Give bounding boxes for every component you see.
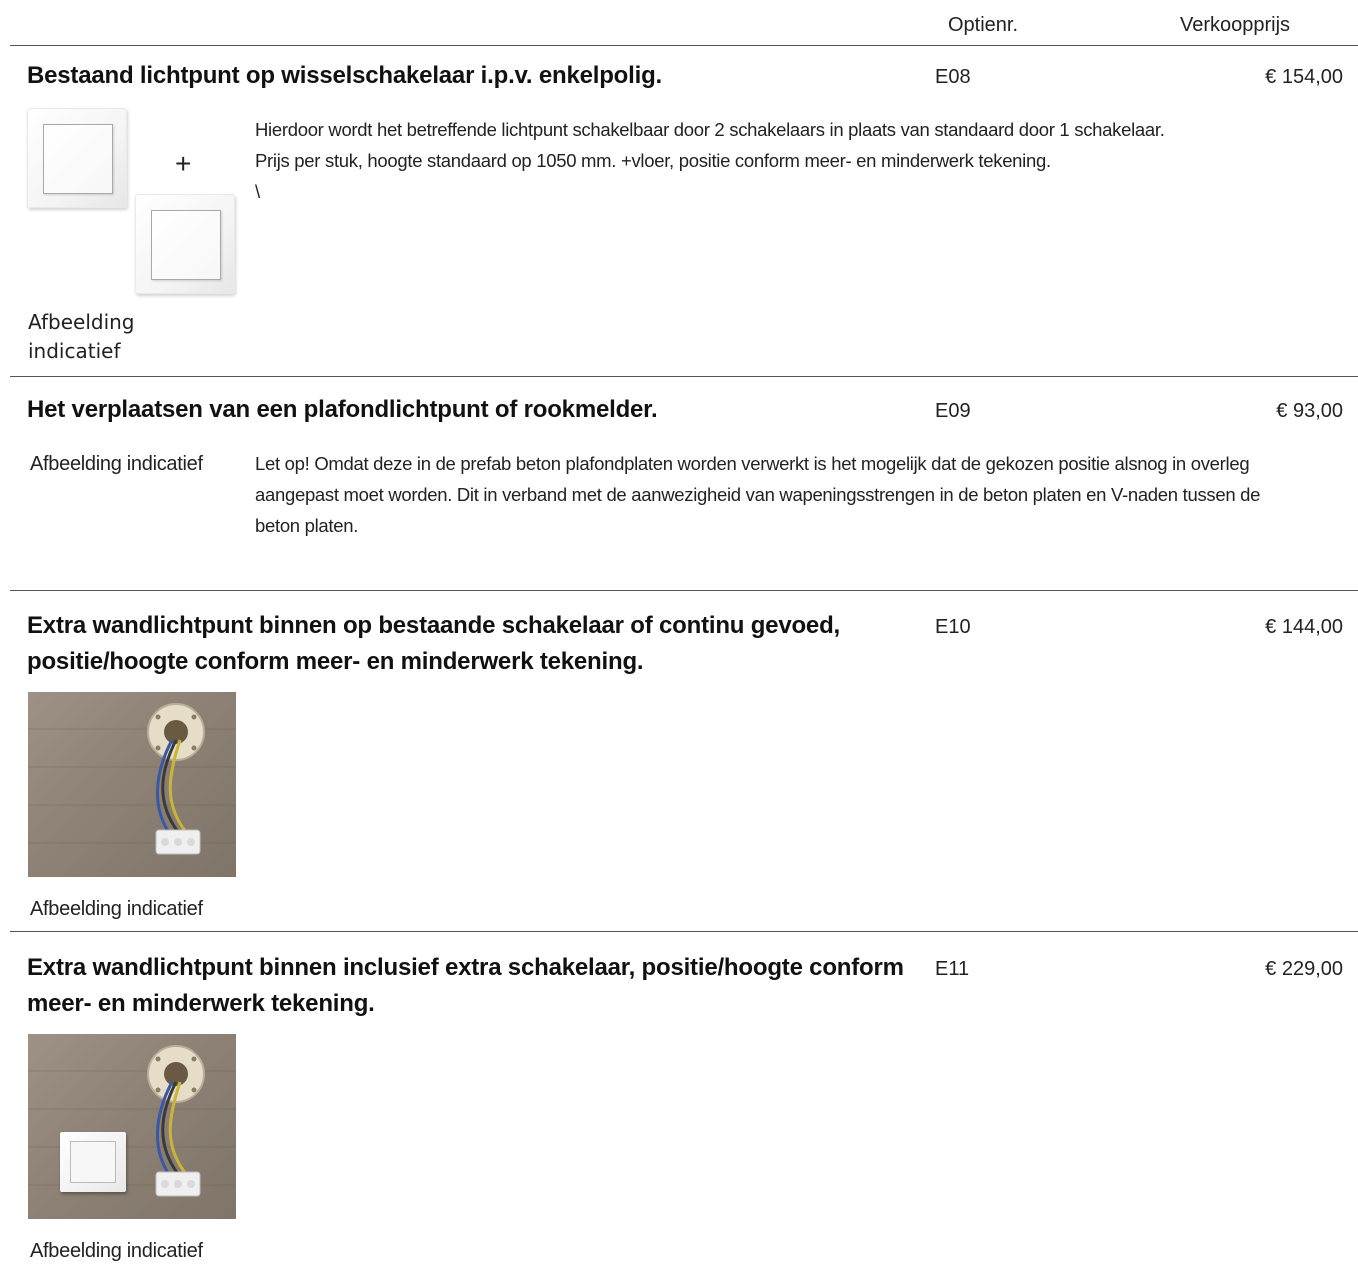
image-caption: Afbeelding indicatief [28, 310, 135, 363]
option-code: E09 [935, 400, 971, 422]
option-price: € 154,00 [1265, 66, 1343, 88]
column-header-option-number: Optienr. [948, 14, 1019, 36]
option-title: Bestaand lichtpunt op wisselschakelaar i.p.v. enkelpolig. [27, 62, 663, 89]
option-description [255, 448, 1355, 541]
description-line: Let op! Omdat deze in de prefab beton plafondplaten worden verwerkt is het mogelijk dat de gekozen positie alsnog in overleg [255, 453, 1250, 474]
description-line: \ [255, 181, 260, 202]
divider [10, 376, 1358, 377]
image-caption: Afbeelding indicatief [30, 453, 203, 475]
divider [10, 45, 1358, 46]
option-title: Extra wandlichtpunt binnen inclusief extra schakelaar, positie/hoogte conform meer- en minderwerk tekening. [27, 954, 904, 1017]
option-description [255, 114, 1345, 207]
wall-lightpoint-photo [28, 692, 236, 877]
switch-plate [135, 194, 235, 294]
column-header-sales-price: Verkoopprijs [1180, 14, 1291, 36]
description-line: aangepast moet worden. Dit in verband met de aanwezigheid van wapeningsstrengen in de beton platen en V-naden tussen de [255, 484, 1261, 505]
option-code: E08 [935, 66, 971, 88]
plus-sign: + [175, 148, 192, 179]
description-line: Hierdoor wordt het betreffende lichtpunt schakelbaar door 2 schakelaars in plaats van standaard door 1 schakelaar. [255, 119, 1165, 140]
switch-plate [27, 108, 127, 208]
wall-lightpoint-with-switch-photo [28, 1034, 236, 1219]
switch-plate [60, 1132, 126, 1192]
switch-illustration [27, 106, 242, 306]
option-price: € 144,00 [1265, 616, 1343, 638]
divider [10, 590, 1358, 591]
option-price: € 93,00 [1276, 400, 1343, 422]
description-line: beton platen. [255, 515, 359, 536]
option-price: € 229,00 [1265, 958, 1343, 980]
option-code: E11 [935, 958, 970, 980]
option-title: Extra wandlichtpunt binnen op bestaande schakelaar of continu gevoed, positie/hoogte conform meer- en minderwerk tekening. [27, 612, 841, 675]
option-title: Het verplaatsen van een plafondlichtpunt of rookmelder. [27, 396, 658, 423]
option-code: E10 [935, 616, 971, 638]
description-line: Prijs per stuk, hoogte standaard op 1050 mm. +vloer, positie conform meer- en minderwerk tekening. [255, 150, 1051, 171]
divider [10, 931, 1358, 932]
image-caption: Afbeelding indicatief [30, 898, 203, 920]
image-caption: Afbeelding indicatief [30, 1240, 203, 1262]
